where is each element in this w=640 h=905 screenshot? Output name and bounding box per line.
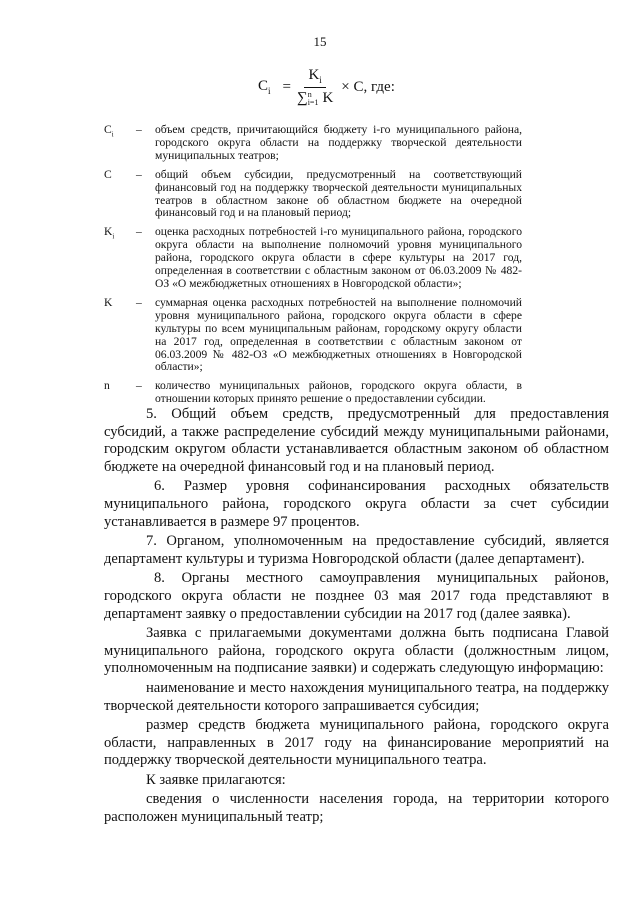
formula-fraction (297, 67, 333, 107)
definition-item (104, 124, 522, 163)
definition-item (104, 226, 522, 291)
formula-lhs: $C_i$ (258, 78, 271, 96)
definition-symbol: n (104, 379, 110, 393)
paragraph-budget-size: размер средств бюджета муниципального района, городского округа области, направленных в 2017 году на финансирование мероприятий на поддержку творческой деятельности муниципального театра. (104, 717, 609, 769)
definitions-list (104, 124, 522, 412)
definition-symbol: C (104, 167, 112, 181)
definition-text: объем средств, причитающийся бюджету i-го муниципального района, городского округа области на поддержку творческой деятельности муниципальных театров; (155, 123, 522, 162)
definition-text: количество муниципальных районов, городского округа области, в отношении которых принято решение о предоставлении субсидии. (155, 379, 522, 406)
definition-text: общий объем субсидии, предусмотренный на соответствующий финансовый год на поддержку творческой деятельности муниципальных театров в областном законе об областном бюджете на очередной финансовый год и на плановый период; (155, 167, 522, 220)
definition-item (104, 380, 522, 406)
paragraph-5: 5. Общий объем средств, предусмотренный для предоставления субсидий, а также распределение субсидий между муниципальными районами, городским округом области устанавливается областным законом об областном бюджете на очередной финансовый год и на плановый период. (104, 406, 609, 475)
definition-dash: – (136, 379, 142, 393)
paragraph-8: 8. Органы местного самоуправления муниципальных районов, городского округа области не позднее 03 мая 2017 года представляют в департамент заявку о предоставлении субсидии на 2017 год (далее заявка). (104, 570, 609, 622)
formula (258, 64, 395, 110)
definition-symbol: K (104, 295, 113, 309)
definition-item (104, 169, 522, 221)
paragraph-6: 6. Размер уровня софинансирования расходных обязательств муниципального района, городского округа области за счет субсидии устанавливается в размере 97 процентов. (104, 478, 609, 530)
formula-tail: × C, где: (341, 78, 395, 95)
paragraph-application: Заявка с прилагаемыми документами должна быть подписана Главой муниципального района, городского округа области (должностным лицом, уполномоченным на подписание заявки) и содержать следующую информацию: (104, 625, 609, 677)
paragraph-theatre-name: наименование и место нахождения муниципального театра, на поддержку творческой деятельности которого запрашивается субсидия; (104, 679, 609, 714)
definition-dash: – (136, 295, 142, 309)
formula-denominator: ∑ n i=1 K (297, 89, 334, 107)
page-number: 15 (313, 34, 327, 49)
definition-symbol: $K_i$ (104, 225, 115, 241)
sum-symbol: ∑ (297, 90, 308, 106)
body-text (104, 406, 609, 829)
definition-dash: – (136, 225, 142, 239)
definition-text: суммарная оценка расходных потребностей на выполнение полномочий уровня муниципального района, городского округа области в сфере культуры по всем муниципальным районам, городскому округу области на 2017 год, определенная в соответствии с областным законом от 06.03.2009 № 482-ОЗ «О межбюджетных отношениях в Новгородской области»; (155, 295, 522, 374)
paragraph-7: 7. Органом, уполномоченным на предоставление субсидий, является департамент культуры и туризма Новгородской области (далее департамент). (104, 533, 609, 567)
definition-dash: – (136, 123, 142, 136)
formula-numerator: $K_i$ (304, 67, 325, 88)
formula-equals: = (282, 78, 291, 95)
paragraph-attachments: К заявке прилагаются: (146, 771, 286, 788)
definition-item (104, 297, 522, 374)
definition-dash: – (136, 167, 142, 181)
definition-text: оценка расходных потребностей i-го муниципального района, городского округа области на выполнение полномочий уровня муниципального района, городского округа области в сфере культуры на 2017 год, определенная в соответствии с областным законом от 06.03.2009 № 482-ОЗ «О межбюджетных отношениях в Новгородской области»; (155, 225, 522, 290)
definition-symbol: $C_i$ (104, 123, 114, 139)
sum-limits: n i=1 (307, 89, 319, 107)
paragraph-population: сведения о численности населения города, на территории которого расположен муниципальный театр; (104, 791, 609, 826)
